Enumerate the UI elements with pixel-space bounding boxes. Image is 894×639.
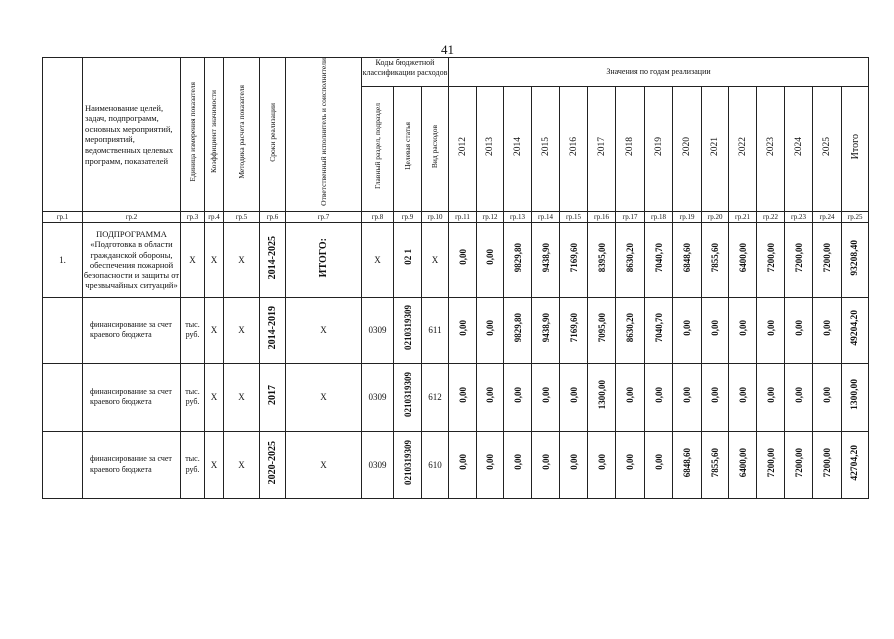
section-cell: 0309: [362, 363, 394, 431]
unit-cell: Х: [181, 222, 205, 297]
year-value-cell: 0,00: [616, 431, 645, 498]
column-number: гр.7: [286, 211, 362, 222]
row-number-cell: [43, 297, 83, 363]
column-number: гр.16: [588, 211, 616, 222]
section-cell: 0309: [362, 297, 394, 363]
year-value-cell: 0,00: [449, 222, 477, 297]
year-value-cell: 0,00: [673, 363, 702, 431]
year-value-cell: 7200,00: [813, 222, 842, 297]
year-value-cell: 0,00: [813, 297, 842, 363]
row-number-cell: [43, 363, 83, 431]
section-column-header: Главный раздел, подраздел: [362, 86, 394, 211]
column-number: гр.18: [645, 211, 673, 222]
year-value-cell: 7095,00: [588, 297, 616, 363]
column-number: гр.2: [83, 211, 181, 222]
method-cell: Х: [224, 297, 260, 363]
year-header: 2019: [645, 86, 673, 211]
column-number: гр.20: [702, 211, 729, 222]
year-value-cell: 8630,20: [616, 222, 645, 297]
executor-cell: ИТОГО:: [286, 222, 362, 297]
year-value-cell: 0,00: [532, 363, 560, 431]
column-number: гр.8: [362, 211, 394, 222]
term-column-header: Сроки реализации: [260, 58, 286, 212]
column-number: гр.12: [477, 211, 504, 222]
total-column-header: Итого: [842, 86, 869, 211]
type-cell: 612: [422, 363, 449, 431]
year-value-cell: 0,00: [729, 363, 757, 431]
year-value-cell: 8395,00: [588, 222, 616, 297]
name-cell: финансирование за счет краевого бюджета: [83, 297, 181, 363]
year-value-cell: 9829,80: [504, 297, 532, 363]
unit-cell: тыс. руб.: [181, 431, 205, 498]
table-row: [43, 363, 869, 431]
term-cell: 2014-2019: [260, 297, 286, 363]
column-number: гр.17: [616, 211, 645, 222]
year-value-cell: 0,00: [504, 431, 532, 498]
target-cell: 0210319309: [394, 363, 422, 431]
unit-cell: тыс. руб.: [181, 363, 205, 431]
column-number: гр.1: [43, 211, 83, 222]
table-row: [43, 431, 869, 498]
year-value-cell: 0,00: [785, 297, 813, 363]
total-value-cell: 1300,00: [842, 363, 869, 431]
column-number: гр.23: [785, 211, 813, 222]
year-header: 2022: [729, 86, 757, 211]
column-number: гр.6: [260, 211, 286, 222]
year-value-cell: 0,00: [616, 363, 645, 431]
executor-cell: Х: [286, 297, 362, 363]
type-cell: Х: [422, 222, 449, 297]
column-number: гр.15: [560, 211, 588, 222]
method-cell: Х: [224, 222, 260, 297]
year-value-cell: 0,00: [449, 431, 477, 498]
year-header: 2025: [813, 86, 842, 211]
year-header: 2014: [504, 86, 532, 211]
year-value-cell: 7200,00: [813, 431, 842, 498]
column-number: гр.14: [532, 211, 560, 222]
target-cell: 02 1: [394, 222, 422, 297]
year-value-cell: 7200,00: [757, 222, 785, 297]
name-cell: ПОДПРОГРАММА «Подготовка в области гражданской обороны, обеспечения пожарной безопасности и защиты от чрезвычайных ситуаций»: [83, 222, 181, 297]
name-cell: финансирование за счет краевого бюджета: [83, 363, 181, 431]
type-cell: 610: [422, 431, 449, 498]
name-column-header: Наименование целей, задач, подпрограмм, основных мероприятий, мероприятий, ведомственных целевых программ, показателей: [83, 58, 181, 212]
term-cell: 2014-2025: [260, 222, 286, 297]
name-cell: финансирование за счет краевого бюджета: [83, 431, 181, 498]
row-number-cell: [43, 431, 83, 498]
weight-cell: Х: [205, 363, 224, 431]
year-header: 2012: [449, 86, 477, 211]
year-value-cell: 0,00: [757, 297, 785, 363]
year-value-cell: 8630,20: [616, 297, 645, 363]
year-header: 2024: [785, 86, 813, 211]
section-cell: 0309: [362, 431, 394, 498]
section-cell: Х: [362, 222, 394, 297]
column-number: гр.19: [673, 211, 702, 222]
year-header: 2015: [532, 86, 560, 211]
year-value-cell: 6848,60: [673, 222, 702, 297]
year-value-cell: 9829,80: [504, 222, 532, 297]
year-value-cell: 7040,70: [645, 222, 673, 297]
year-value-cell: 9438,90: [532, 222, 560, 297]
method-cell: Х: [224, 431, 260, 498]
column-number: гр.3: [181, 211, 205, 222]
budget-table: [42, 57, 869, 499]
column-number: гр.4: [205, 211, 224, 222]
unit-column-header: Единица измерения показателя: [181, 58, 205, 212]
table-row: [43, 297, 869, 363]
column-number: гр.11: [449, 211, 477, 222]
term-cell: 2017: [260, 363, 286, 431]
year-value-cell: 0,00: [588, 431, 616, 498]
total-value-cell: 42704,20: [842, 431, 869, 498]
years-group-header: Значения по годам реализации: [449, 58, 869, 87]
column-number: гр.10: [422, 211, 449, 222]
column-number: гр.22: [757, 211, 785, 222]
year-value-cell: 0,00: [449, 297, 477, 363]
year-header: 2020: [673, 86, 702, 211]
year-value-cell: 7200,00: [785, 431, 813, 498]
year-value-cell: 7040,70: [645, 297, 673, 363]
target-cell: 0210319309: [394, 297, 422, 363]
year-value-cell: 0,00: [785, 363, 813, 431]
year-value-cell: 7200,00: [757, 431, 785, 498]
table-row: [43, 222, 869, 297]
year-value-cell: 6400,00: [729, 431, 757, 498]
year-header: 2016: [560, 86, 588, 211]
year-value-cell: 0,00: [702, 363, 729, 431]
year-header: 2017: [588, 86, 616, 211]
total-value-cell: 49204,20: [842, 297, 869, 363]
year-value-cell: 0,00: [477, 297, 504, 363]
method-cell: Х: [224, 363, 260, 431]
year-header: 2013: [477, 86, 504, 211]
year-value-cell: 0,00: [560, 363, 588, 431]
column-number: гр.24: [813, 211, 842, 222]
column-number: гр.5: [224, 211, 260, 222]
column-number: гр.9: [394, 211, 422, 222]
year-value-cell: 0,00: [477, 431, 504, 498]
year-value-cell: 1300,00: [588, 363, 616, 431]
year-value-cell: 0,00: [560, 431, 588, 498]
year-value-cell: 7855,60: [702, 431, 729, 498]
year-value-cell: 0,00: [645, 431, 673, 498]
year-header: 2018: [616, 86, 645, 211]
column-number: гр.13: [504, 211, 532, 222]
column-number: гр.25: [842, 211, 869, 222]
type-cell: 611: [422, 297, 449, 363]
year-value-cell: 9438,90: [532, 297, 560, 363]
type-column-header: Вид расходов: [422, 86, 449, 211]
year-header: 2023: [757, 86, 785, 211]
year-value-cell: 0,00: [813, 363, 842, 431]
executor-cell: Х: [286, 431, 362, 498]
year-value-cell: 0,00: [702, 297, 729, 363]
budget-codes-header: Коды бюджетной классификации расходов: [362, 58, 449, 87]
year-value-cell: 0,00: [532, 431, 560, 498]
weight-cell: Х: [205, 297, 224, 363]
year-value-cell: 7855,60: [702, 222, 729, 297]
year-value-cell: 6848,60: [673, 431, 702, 498]
year-value-cell: 0,00: [477, 222, 504, 297]
row-number-cell: 1.: [43, 222, 83, 297]
year-value-cell: 6400,00: [729, 222, 757, 297]
weight-cell: Х: [205, 222, 224, 297]
target-column-header: Целевая статья: [394, 86, 422, 211]
column-number: гр.21: [729, 211, 757, 222]
weight-column-header: Коэффициент значимости: [205, 58, 224, 212]
page-number: 41: [441, 42, 454, 57]
year-value-cell: 0,00: [477, 363, 504, 431]
weight-cell: Х: [205, 431, 224, 498]
executor-column-header: Ответственный исполнитель и соисполнители: [286, 58, 362, 212]
year-value-cell: 0,00: [757, 363, 785, 431]
year-header: 2021: [702, 86, 729, 211]
year-value-cell: 0,00: [645, 363, 673, 431]
unit-cell: тыс. руб.: [181, 297, 205, 363]
method-column-header: Методика расчета показателя: [224, 58, 260, 212]
year-value-cell: 0,00: [729, 297, 757, 363]
column-number-row: [43, 211, 869, 222]
executor-cell: Х: [286, 363, 362, 431]
target-cell: 0210319309: [394, 431, 422, 498]
term-cell: 2020-2025: [260, 431, 286, 498]
year-value-cell: 0,00: [673, 297, 702, 363]
row-number-header: [43, 58, 83, 212]
year-value-cell: 0,00: [504, 363, 532, 431]
year-value-cell: 7169,60: [560, 297, 588, 363]
year-value-cell: 7200,00: [785, 222, 813, 297]
year-value-cell: 0,00: [449, 363, 477, 431]
year-value-cell: 7169,60: [560, 222, 588, 297]
total-value-cell: 93208,40: [842, 222, 869, 297]
